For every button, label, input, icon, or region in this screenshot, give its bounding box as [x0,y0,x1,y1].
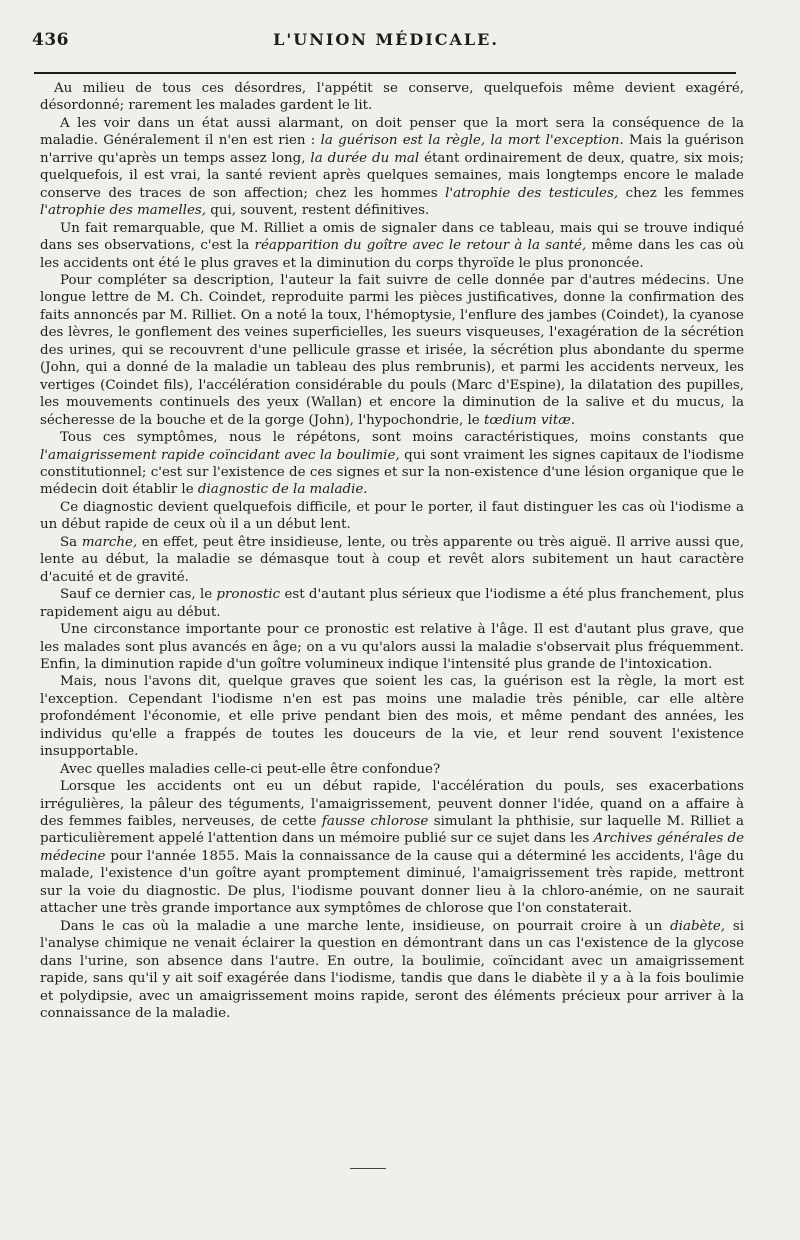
text-run: Mais la guérison n'arrive qu'après un temps assez long, [40,133,744,166]
text-run: Ce diagnostic devient quelquefois difficile, et pour le porter, il faut distinguer les cas où l'iodisme a un début rapide de ceux où il a un début lent. [40,499,744,533]
italic-text: l'atrophie des testicules, [445,185,619,201]
text-run: chez les femmes [618,185,744,201]
section-end-rule [350,1168,386,1169]
paragraph [40,115,744,220]
italic-text: l'amaigrissement rapide coïncidant avec la boulimie, [40,447,400,463]
italic-text: la guérison est la règle, la mort l'exception. [320,133,624,149]
italic-text: tœdium vitæ. [483,412,576,428]
italic-text: diabète, [670,918,726,934]
running-title: L'UNION MÉDICALE. [273,30,499,49]
text-run: si l'analyse chimique ne venait éclairer la question en démontrant dans un cas l'existence de la glycose dans l'urine, son absence dans l'autre. En outre, la boulimie, coïncidant avec un amaigrissement rapide, sans qu'il y ait soif exagérée dans l'iodisme, tandis que dans le diabète il y a à la fois boulimie et polydipsie, avec un amaigrissement moins rapide, seront des éléments précieux pour arriver à la connaissance de la maladie. [40,918,744,1022]
text-run: Mais, nous l'avons dit, quelque graves que soient les cas, la guérison est la règle, la mort est l'exception. Cependant l'iodisme n'en est pas moins une maladie très pénible, car elle altère profondément l'économie, et elle prive pendant bien des mois, et même pendant des années, les individus qu'elle a frappés de toutes les douceurs de la vie, et leur rend souvent l'existence insupportable. [40,674,744,760]
text-run: en effet, peut être insidieuse, lente, ou très apparente ou très aiguë. Il arrive aussi que, lente au début, la maladie se démasque tout à coup et revêt alors subitement un haut caractère d'acuité et de gravité. [40,534,744,585]
text-run: pour l'année 1855. Mais la connaissance de la cause qui a déterminé les accidents, l'âge du malade, l'existence d'un goître ayant promptement diminué, l'amaigrissement très rapide, mettront sur la voie du diagnostic. De plus, l'iodisme pouvant donner lieu à la chloro-anémie, on ne saurait attacher une très grande importance aux symptômes de chlorose que l'on constaterait. [40,848,744,917]
page-header [32,30,740,60]
text-run: Sauf ce dernier cas, le [60,587,217,603]
paragraph [40,778,744,918]
paragraph [40,586,744,621]
paragraph [40,673,744,760]
text-run: qui, souvent, restent définitives. [206,203,430,219]
italic-text: diagnostic de la maladie. [197,482,368,498]
text-run: Dans le cas où la maladie a une marche lente, insidieuse, on pourrait croire à un [60,918,671,934]
italic-text: fausse chlorose [321,814,429,830]
text-run: qui sont vraiment les signes capitaux de l'iodisme constitutionnel; c'est sur l'existence de ces signes et sur la non-existence d'une lésion organique que le médecin doit établir le [40,447,745,498]
italic-text: pronostic [216,587,281,603]
text-run: Tous ces symptômes, nous le répétons, sont moins caractéristiques, moins constants que [60,430,744,446]
paragraph [40,621,744,673]
text-run: Une circonstance importante pour ce pronostic est relative à l'âge. Il est d'autant plus grave, que les malades sont plus avancés en âge; on a vu qu'alors aussi la maladie s'observait plus fréquemment. Enfin, la diminution rapide d'un goître volumineux indique l'intensité plus grande de l'intoxication. [40,622,744,672]
paragraph [40,80,744,115]
text-run: Un fait remarquable, que M. Rilliet a omis de signaler dans ce tableau, mais qui se trouve indiqué dans ses observations, c'est la [40,220,744,254]
italic-text: l'atrophie des mamelles, [40,203,206,219]
paragraph [40,429,744,499]
body-text [40,80,744,1022]
paragraph [40,534,744,586]
page-number: 436 [32,30,69,50]
text-run: Lorsque les accidents ont eu un début rapide, l'accélération du pouls, ses exacerbations irrégulières, la pâleur des téguments, l'amaigrissement, peuvent donner l'idée, quand on a affaire à des femmes faibles, nerveuses, de cette [40,779,744,830]
text-run: simulant la phthisie, sur laquelle M. Rilliet a particulièrement appelé l'attention dans un mémoire publié sur ce sujet dans les [40,814,744,847]
header-rule [34,72,736,74]
text-run: étant ordinairement de deux, quatre, six mois; quelquefois, il est vrai, la santé revient après quelques semaines, mais longtemps encore le malade conserve des traces de son affection; chez les hommes [40,150,744,201]
text-run: même dans les cas où les accidents ont été le plus graves et la diminution du corps thyroïde le plus prononcée. [40,238,745,271]
paragraph [40,272,744,429]
text-run: A les voir dans un état aussi alarmant, on doit penser que la mort sera la conséquence de la maladie. Généralement il n'en est rien : [40,115,744,149]
text-run: est d'autant plus sérieux que l'iodisme a été plus franchement, plus rapidement aigu au début. [40,587,744,620]
text-run: Au milieu de tous ces désordres, l'appétit se conserve, quelquefois même devient exagéré, désordonné; rarement les malades gardent le lit. [40,81,744,114]
paragraph [40,499,744,534]
italic-text: la durée du mal [310,150,420,166]
text-run: Pour compléter sa description, l'auteur la fait suivre de celle donnée par d'autres médecins. Une longue lettre de M. Ch. Coindet, reproduite parmi les pièces justificatives, donne la confirmation des faits annoncés par M. Rilliet. On a noté la toux, l'hémoptysie, l'enflure des jambes (Coindet), la cyanose des lèvres, le gonflement des veines superficielles, les sueurs visqueuses, l'exagération de la sécrétion des urines, qui se recouvrent d'une pellicule grasse et irisée, la sécrétion plus abondante du sperme (John, qui a donné de la maladie un tableau des plus rembrunis), et parmi les accidents nerveux, les vertiges (Coindet fils), l'accélération considérable du pouls (Marc d'Espine), la dilatation des pupilles, les mouvements continuels des yeux (Wallan) et encore la diminution de la salive et du mucus, la sécheresse de la bouche et de la gorge (John), l'hypochondrie, le [40,272,744,428]
text-run: Sa [60,534,82,550]
paragraph [40,918,744,1023]
text-run: Avec quelles maladies celle-ci peut-elle être confondue? [60,761,441,777]
italic-text: Archives générales de médecine [40,831,744,864]
paragraph [40,220,744,272]
italic-text: réapparition du goître avec le retour à la santé, [254,238,587,254]
paragraph [40,761,744,778]
italic-text: marche, [81,534,138,550]
